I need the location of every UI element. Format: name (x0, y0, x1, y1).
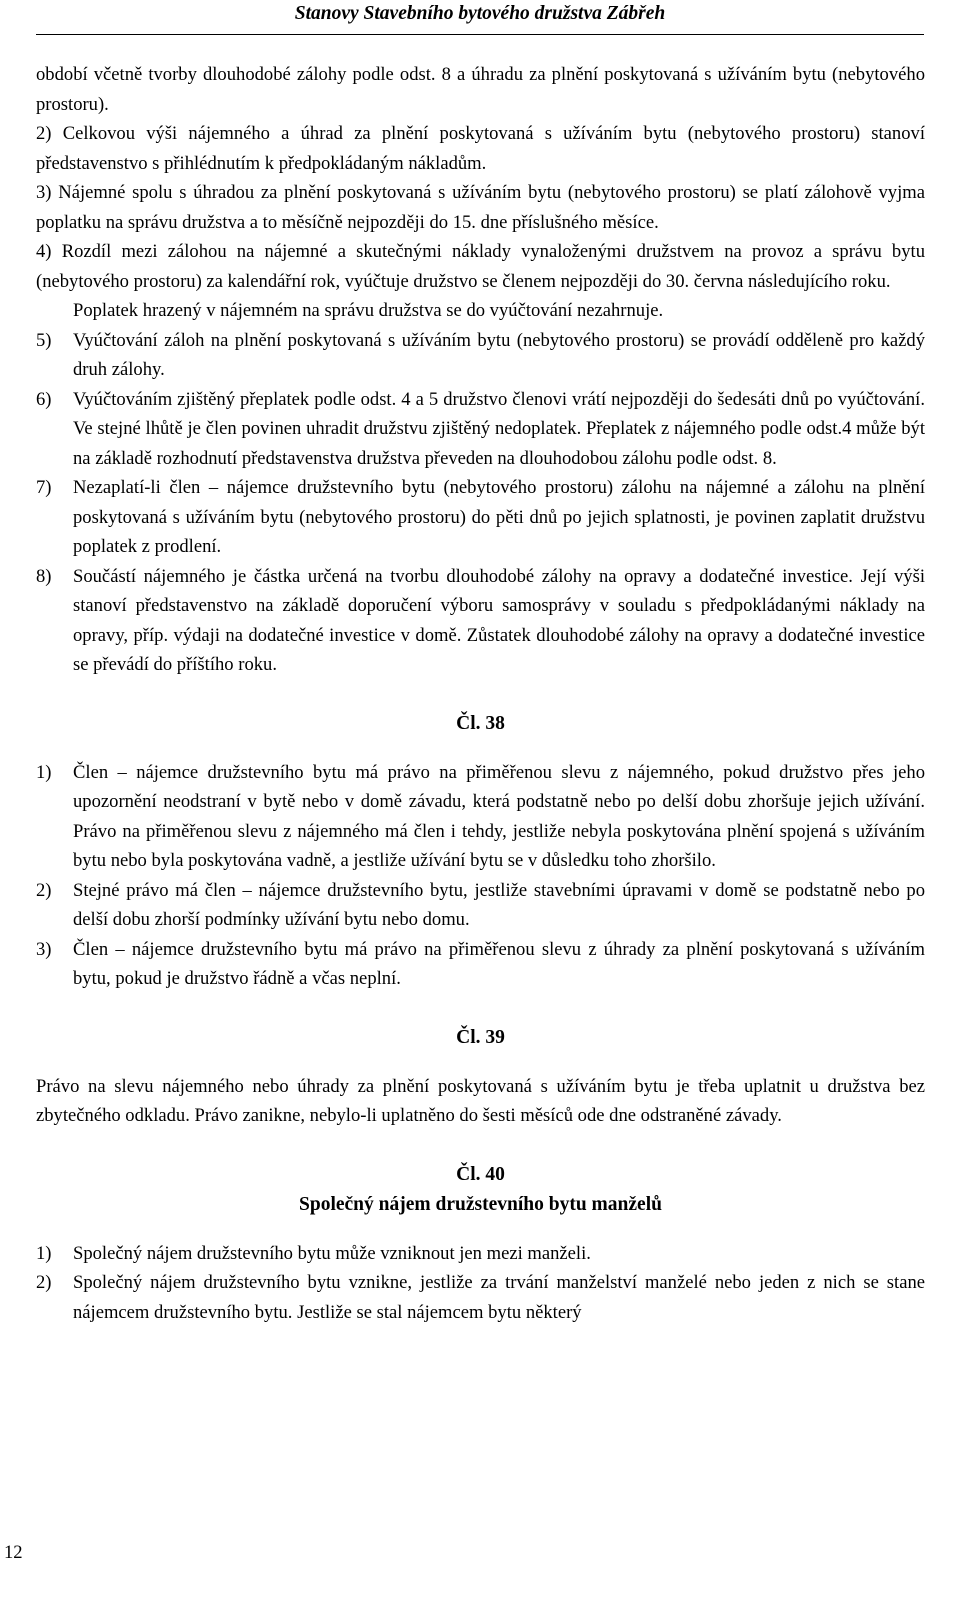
art37-item-8: 8) Součástí nájemného je částka určená na tvorbu dlouhodobé zálohy na opravy a dodatečné investice. Její výši stanoví představenstvo na základě doporučení výboru samosprávy v souladu s předpokládanými náklady na opravy, příp. výdaji na dodatečné investice v domě. Zůstatek dlouhodobé zálohy na opravy a dodatečné investice se převádí do příštího roku. (36, 565, 925, 675)
art37-item-7: 7) Nezaplatí-li člen – nájemce družstevního bytu (nebytového prostoru) zálohu na nájemné a zálohu na plnění poskytovaná s užíváním bytu (nebytového prostoru) do pěti dnů po jejich splatnosti, je povinen zaplatit družstvu poplatek z prodlení. (36, 477, 925, 557)
art37-item-2: 2) Celkovou výši nájemného a úhrad za plnění poskytovaná s užíváním bytu (nebytového prostoru) stanoví představenstvo s přihlédnutím k předpokládaným nákladům. (36, 123, 925, 174)
art37-item-6: 6) Vyúčtováním zjištěný přeplatek podle odst. 4 a 5 družstvo členovi vrátí nejpozději do šedesáti dnů po vyúčtování. Ve stejné lhůtě je člen povinen uhradit družstvu zjištěný nedoplatek. Přeplatek z nájemného podle odst.4 může být na základě rozhodnutí představenstva družstva převeden na dlouhodobou zálohu podle odst. 8. (36, 388, 925, 469)
art38-item-3: 3) Člen – nájemce družstevního bytu má právo na přiměřenou slevu z úhrady za plnění poskytovaná s užíváním bytu, pokud je družstvo řádně a včas neplní. (36, 938, 925, 989)
art37-item-4-note: Poplatek hrazený v nájemném na správu družstva se do vyúčtování nezahrnuje. (73, 300, 664, 321)
article-40-subheading: Společný nájem družstevního bytu manželů (299, 1193, 662, 1215)
art37-item-3: 3) Nájemné spolu s úhradou za plnění poskytovaná s užíváním bytu (nebytového prostoru) se platí zálohově vyjma poplatku na správu družstva a to měsíčně nejpozději do 15. dne příslušného měsíce. (36, 182, 925, 233)
article-40-heading: Čl. 40 (456, 1163, 505, 1185)
page-number: 12 (4, 1542, 23, 1563)
running-header: Stanovy Stavebního bytového družstva Zábřeh (294, 3, 666, 24)
art39-paragraph: Právo na slevu nájemného nebo úhrady za plnění poskytovaná s užíváním bytu je třeba uplatnit u družstva bez zbytečného odkladu. Právo zanikne, nebylo-li uplatněno do šesti měsíců ode dne odstraněné závady. (36, 1075, 925, 1126)
art37-item-5: 5) Vyúčtování záloh na plnění poskytovaná s užíváním bytu (nebytového prostoru) se provádí odděleně pro každý druh zálohy. (36, 329, 925, 380)
article-39-heading: Čl. 39 (456, 1026, 505, 1048)
art38-item-2: 2) Stejné právo má člen – nájemce družstevního bytu, jestliže stavebními úpravami v domě se podstatně nebo po delší dobu zhorší podmínky užívání bytu nebo domu. (36, 879, 925, 930)
document-body (36, 60, 925, 1327)
art40-item-2: 2) Společný nájem družstevního bytu vznikne, jestliže za trvání manželství manželé nebo jeden z nich se stane nájemcem družstevního bytu. Jestliže se stal nájemcem bytu některý (36, 1272, 925, 1323)
art40-item-1: 1) Společný nájem družstevního bytu může vzniknout jen mezi manželi. (36, 1242, 591, 1264)
paragraph-continuation: období včetně tvorby dlouhodobé zálohy podle odst. 8 a úhradu za plnění poskytovaná s užíváním bytu (nebytového prostoru). (36, 64, 925, 115)
article-38-heading: Čl. 38 (456, 712, 505, 734)
art38-item-1: 1) Člen – nájemce družstevního bytu má právo na přiměřenou slevu z nájemného, pokud družstvo přes jeho upozornění neodstraní v bytě nebo v domě závadu, která podstatně nebo po delší dobu zhoršuje jejich užívání. Právo na přiměřenou slevu z nájemného má člen i tehdy, jestliže nebyla poskytována plnění spojená s užíváním bytu nebo byla poskytována vadně, a jestliže užívání bytu se v důsledku toho zhoršilo. (36, 761, 925, 871)
art37-item-4: 4) Rozdíl mezi zálohou na nájemné a skutečnými náklady vynaloženými družstvem na provoz a správu bytu (nebytového prostoru) za kalendářní rok, vyúčtuje družstvo se členem nejpozději do 30. června následujícího roku. (36, 241, 925, 292)
header-rule (36, 34, 924, 35)
